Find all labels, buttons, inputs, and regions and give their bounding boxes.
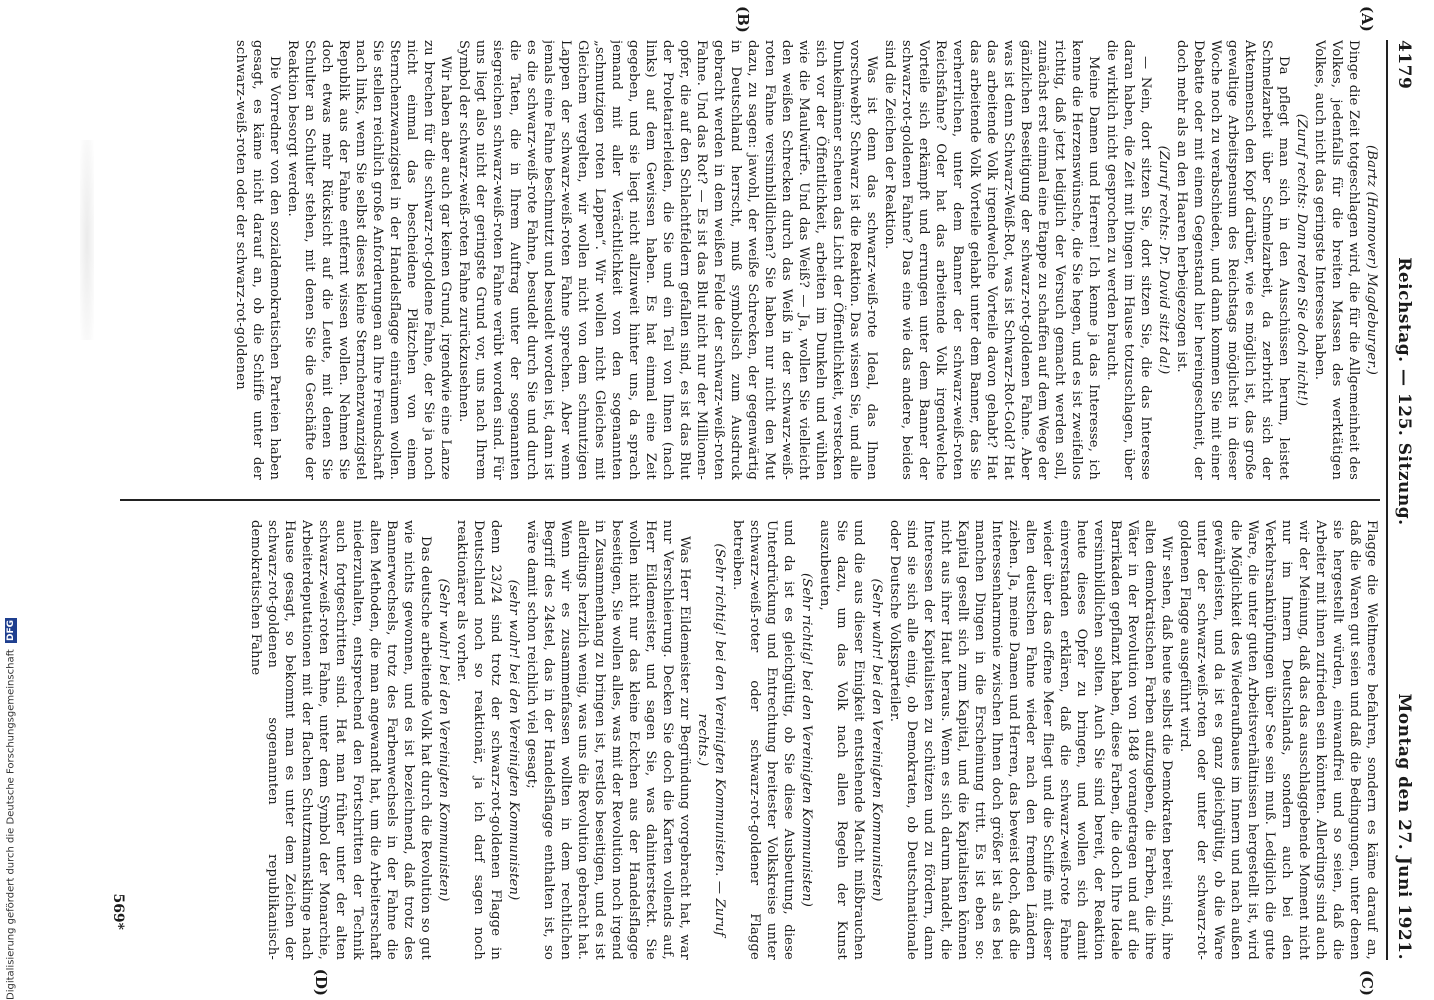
paragraph: denn 23/24 sind trotz der schwarz-rot-goldenen Flagge in Deutschland noch so reaktionär, ja ich darf sagen noch reaktionärer als vorher.	[454, 520, 503, 960]
column-divider	[120, 499, 1380, 501]
paragraph: Meine Damen und Herren! Ich kenne ja das Interesse, ich kenne die Herzenswünsche, die Sie hegen, und es ist zweifellos richtig, daß jetzt lediglich der Versuch gemacht werden soll, zunächst erst einmal eine Etappe zu schaffen auf dem Wege der gänzlichen Beseitigung der schwarz-rot-goldenen Fahne. Aber was ist denn Schwarz-Weiß-Rot, was ist Schwarz-Rot-Gold? Hat das arbeitende Volk irgendwelche Vorteile davon gehabt? Hat das arbeitende Volk Vorteile gehabt unter dem Banner, das Sie verherrlichen, unter dem Banner der schwarz-weiß-roten Reichsfahne? Oder hat das arbeitende Volk irgendwelche Vorteile sich erkämpft und errungen unter dem Banner der schwarz-rot-goldenen Fahne? Das eine wie das andere, beides sind die Zeichen der Reaktion.	[882, 40, 1101, 480]
paragraph: Wir sehen, daß heute selbst die Demokraten bereit sind, ihre alten demokratischen Farben aufzugeben, die Farben, die ihre Väter in der Revolution von 1848 vorangetragen und auf die Barrikaden gepflanzt haben, diese Farben, die doch Ihre Ideale versinnbildlichen sollten. Auch Sie sind bereit, der Reaktion heute dieses Opfer zu bringen, und wollen sich damit einverstanden erklären, daß die schwarz-weiß-rote Fahne wieder über das offene Meer fliegt und die Schiffe mit dieser alten deutschen Fahne wieder nach den fremden Ländern ziehen. Ja, meine Damen und Herren, das beweist doch, daß die Interessenharmonie zwischen Ihnen doch größer ist als es bei manchen Dingen in die Erscheinung tritt. Es ist eben so: Kapital gesellt sich zum Kapital, und die Kapitalisten können nicht aus ihrer Haut heraus. Wenn es sich darum handelt, die Interessen der Kapitalisten zu schützen und zu fördern, dann sind sie sich alle einig, ob Demokraten, ob Deutschnationale oder Deutsche Volksparteiler.	[887, 520, 1174, 960]
paragraph: Wir haben aber auch gar keinen Grund, irgendwie eine Lanze zu brechen für die schwarz-rot-goldene Fahne, der Sie ja noch nicht einmal das bescheidene Plätzchen von einem Sternchenzwanzigstel in der Handelsflagge einräumen wollen. Sie stellen reichlich große Anforderungen an Ihre Freundschaft nach links, wenn Sie selbst dieses kleine Sternchenzwanzigstel Republik aus der Fahne entfernt wissen wollen. Nehmen Sie doch etwas mehr Rücksicht auf die Leute, mit denen Sie Schulter an Schulter stehen, mit denen Sie die Geschäfte der Reaktion besorgt werden.	[285, 40, 453, 480]
page-header	[1390, 40, 1418, 960]
digitization-credit	[0, 120, 22, 1000]
speaker-line: (Bartz (Hannover) Magdeburger.)	[1364, 144, 1379, 376]
dfg-logo: DFG	[6, 620, 16, 642]
interjection: (Sehr wahr! bei den Vereinigten Kommunisten)	[869, 578, 884, 902]
interjection: (Sehr richtig! bei den Vereinigten Kommunisten)	[799, 572, 814, 908]
paragraph: Flagge die Weltmeere befahren, sondern es käme darauf an, daß die Waren gut seien und daß die Bedingungen, unter denen sie hergestellt würden, einwandfrei und so seien, daß die Arbeiter mit ihnen zufrieden sein könnten. Allerdings sind auch wir der Meinung, daß das das ausschlaggebende Moment nicht nur im Innern Deutschlands, sondern auch bei den Verkehrsanknüpfungen über See sein muß. Lediglich die gute Ware, die unter guten Arbeitsverhältnissen hergestellt ist, wird die Möglichkeit des Wiederaufbaues im Innern und nach außen gewährleisten, und da ist es ganz gleichgültig, ob die Ware unter der schwarz-weiß-roten oder unter der schwarz-rot-goldenen Flagge ausgeführt wird.	[1177, 520, 1379, 960]
session-date: Montag den 27. Juni 1921.	[1394, 693, 1414, 960]
paragraph: und da ist es gleichgültig, ob Sie diese Ausbeutung, diese Unterdrückung und Entrechtung breitester Volkskreise unter schwarz-weiß-roter oder schwarz-rot-goldener Flagge betreiben.	[730, 520, 796, 960]
interjection: (sehr wahr! bei den Vereinigten Kommunisten)	[506, 579, 521, 901]
interjection: (Sehr richtig! bei den Vereinigten Kommunisten. — Zuruf rechts.)	[695, 543, 727, 937]
text-columns	[120, 6, 1380, 996]
session-title: Reichstag. — 125. Sitzung.	[1394, 257, 1414, 526]
sheet-number: 569*	[110, 893, 126, 930]
paragraph: Was Herr Eildemeister zur Begründung vorgebracht hat, war nur Verschleierung. Decken Sie doch die Karten vollends auf, Herr Eildemeister, und sagen Sie, was dahintersteckt. Sie wollen nicht nur das kleine Eckchen aus der Handelsflagge beseitigen, Sie wollen alles, was mit der Revolution noch irgend in Zusammenhang zu bringen ist, restlos beseitigen, und es ist allerdings herzlich wenig, was uns die Revolution gebracht hat. Wenn wir es zusammenfassen wollten in dem rechtlichen Begriff des 24stel, das in der Handelsflagge enthalten ist, so wäre damit schon reichlich viel gesagt;	[524, 520, 692, 960]
paragraph: Was ist denn das schwarz-weiß-rote Ideal, das Ihnen vorschwebt? Schwarz ist die Reaktion. Das wissen Sie, und alle Dunkelmänner scheuen das Licht der Öffentlichkeit, verstecken sich vor der Öffentlichkeit, arbeiten im Dunkeln und wühlen wie die Maulwürfe. Und das Weiß? — Ja, wollen Sie vielleicht den weißen Schrecken durch das Weiß in der schwarz-weiß-roten Fahne versinnbildlichen? Sie haben nur nicht den Mut dazu, zu sagen: jawohl, der weiße Schrecken, der gegenwärtig in Deutschland herrscht, muß symbolisch zum Ausdruck gebracht werden in dem weißen Felde der schwarz-weiß-roten Fahne. Und das Rot? — Es ist das Blut nicht nur der Millionen-opfer, die auf den Schlachtfeldern gefallen sind, es ist das Blut der Proletarierleiden, die Sie und ein Teil von Ihnen (nach links) auf dem Gewissen haben. Es hat einmal eine Zeit gegeben, und sie liegt nicht allzuweit hinter uns, da sprach jemand mit aller Verächtlichkeit von den sogenannten „schmutzigen roten Lappen“. Wir wollen nicht Gleiches mit Gleichem vergelten, wir wollen nicht von dem schmutzigen Lappen der schwarz-weiß-roten Fahne sprechen. Aber wenn jemals eine Fahne beschmutzt und besudelt worden ist, dann ist es die schwarz-weiß-rote Fahne, besudelt durch Sie und durch die Taten, die in Ihrem Auftrag unter der sogenannten siegreichen schwarz-weiß-roten Fahne verübt worden sind. Für uns liegt also nicht der geringste Grund vor, uns nach Ihrem Symbol der schwarz-weiß-roten Fahne zurückzusehnen.	[456, 40, 879, 480]
paragraph: Das deutsche arbeitende Volk hat durch die Revolution so gut wie nichts gewonnen, und es ist bezeichnend, daß trotz des Bannerwechsels, trotz des Farbenwechsels in der Fahne die alten Methoden, die man angewandt hat, um die Arbeiterschaft niederzuhalten, entsprechend den Fortschritten der Technik auch fortgeschritten sind. Hat man früher unter der alten schwarz-weiß-roten Fahne, unter dem Symbol der Monarchie, Arbeiterdeputationen mit der flachen Schutzmannsklinge nach Hause gesagt, so bekommt man es unter dem Zeichen der schwarz-rot-goldenen sogenannten republikanisch-demokratischen Fahne	[248, 520, 433, 960]
left-column	[120, 40, 1380, 480]
paragraph: Die Vorredner von den sozialdemokratischen Parteien haben gesagt, es käme nicht darauf an, ob die Schiffe unter der schwarz-weiß-roten oder der schwarz-rot-goldenen	[233, 40, 282, 480]
right-column	[120, 520, 1380, 960]
paragraph: — Nein, dort sitzen Sie, dort sitzen Sie, die das Interesse daran haben, die Zeit mit Dingen im Hause totzuschlagen, über die wirklich nicht gesprochen zu werden braucht.	[1104, 40, 1153, 480]
header-rule	[1386, 40, 1388, 960]
interjection: (Sehr wahr! bei den Vereinigten Kommunisten)	[436, 578, 451, 902]
interjection: (Zuruf rechts: Dann reden Sie doch nicht!)	[1294, 113, 1309, 407]
margin-marker-d: (D)	[312, 968, 330, 996]
paragraph: Dinge die Zeit totgeschlagen wird, die für die Allgemeinheit des Volkes, jedenfalls für die breiten Massen des werktätigen Volkes, auch nicht das geringste Interesse haben.	[1312, 40, 1361, 480]
credit-text: Digitalisierung gefördert durch die Deutsche Forschungsgemeinschaft	[5, 649, 17, 1000]
page-number: 4179	[1394, 40, 1414, 90]
margin-marker-c: (C)	[1358, 969, 1376, 996]
margin-marker-a: (A)	[1358, 6, 1376, 32]
scan-smudge	[80, 140, 94, 340]
interjection: (Zuruf rechts: Dr. David sitzt da!)	[1156, 145, 1171, 375]
paragraph: Da pflegt man sich in den Ausschüssen herum, leistet Schmelzarbeit über Schmelzarbeit, da zerbricht sich der Aktenmensch den Kopf darüber, wie es möglich ist, das große gewaltige Arbeitspensum des Reichstags möglichst in dieser Woche noch zu verabschieden, und dann kommen Sie mit einer Debatte oder mit einem Gegenstand hier hereingeschneit, der doch mehr als an den Haaren herbeigezogen ist.	[1174, 40, 1291, 480]
margin-marker-b: (B)	[734, 6, 752, 33]
paragraph: und die aus dieser Einigkeit entstehende Macht mißbrauchen Sie dazu, um das Volk nach allen Regeln der Kunst auszubeuten,	[817, 520, 866, 960]
